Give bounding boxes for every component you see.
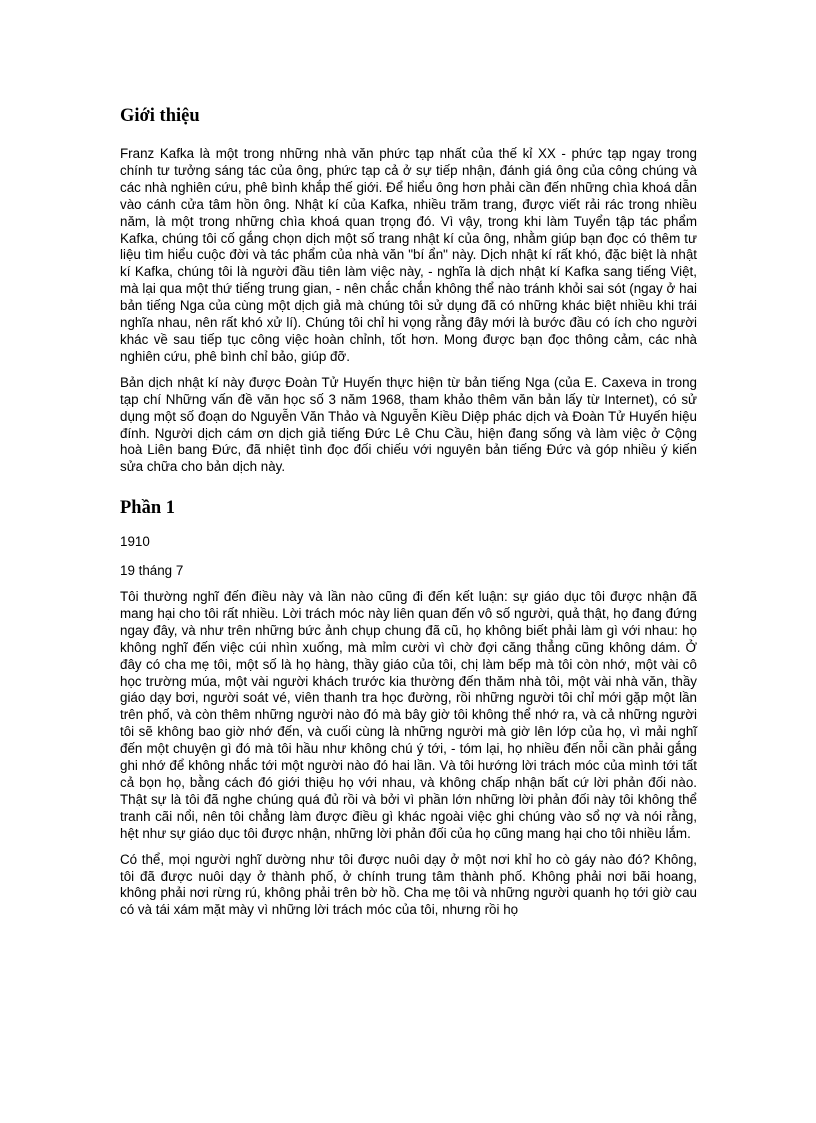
diary-paragraph-1: Tôi thường nghĩ đến điều này và lần nào cũng đi đến kết luận: sự giáo dục tôi được nhận đã mang hại cho tôi rất nhiều. Lời trách móc này liên quan đến vô số người, quả thật, họ đang đứng ngay đây, và như trên những bức ảnh chụp chung đã cũ, họ không biết phải làm gì với nhau: họ không nghĩ đến việc cúi nhìn xuống, mà mỉm cười vì chờ đợi căng thẳng cũng không dám. Ở đây có cha mẹ tôi, một số là họ hàng, thầy giáo của tôi, chị làm bếp mà tôi còn nhớ, một vài cô học trường múa, một vài người khách trước kia thường đến thăm nhà tôi, một vài nhà văn, thầy giáo dạy bơi, người soát vé, viên thanh tra học đường, rồi những người tôi chỉ mới gặp một lần trên phố, và còn thêm những người nào đó mà bây giờ tôi không thể nhớ ra, và cả những người tôi sẽ không bao giờ nhớ đến, và cuối cùng là những người mà giờ lên lớp của họ, vì mải nghĩ đến một chuyện gì đó mà tôi hầu như không chú ý tới, - tóm lại, họ nhiều đến nỗi cần phải gắng ghi nhớ để không nhắc tới một người nào đó hai lần. Và tôi hướng lời trách móc của mình tới tất cả bọn họ, bằng cách đó giới thiệu họ với nhau, và không chấp nhận bất cứ lời phản đối nào. Thật sự là tôi đã nghe chúng quá đủ rồi và bởi vì phần lớn những lời phản đối này tôi không thể tranh cãi nổi, nên tôi chẳng làm được điều gì khác ngoài việc ghi chúng vào sổ nợ và nói rằng, hệt như sự giáo dục tôi được nhận, những lời phản đối của họ cũng mang hại cho tôi nhiều lắm. [120,589,697,841]
part-1-heading: Phần 1 [120,498,176,519]
entry-date: 19 tháng 7 [120,563,184,579]
diary-paragraph-2: Có thể, mọi người nghĩ dường như tôi được nuôi dạy ở một nơi khỉ ho cò gáy nào đó? Không, tôi đã được nuôi dạy ở thành phố, ở chính trung tâm thành phố. Không phải nơi bãi hoang, không phải nơi rừng rú, không phải trên bờ hồ. Cha mẹ tôi và những người quanh họ tới giờ cau có và tái xám mặt mày vì những lời trách móc của tôi, nhưng rồi họ [120,851,697,918]
document-page [120,96,697,928]
intro-paragraph-1: Franz Kafka là một trong những nhà văn phức tạp nhất của thế kỉ XX - phức tạp ngay trong chính tư tưởng sáng tác của ông, phức tạp cả ở sự tiếp nhận, đánh giá ông của công chúng và các nhà nghiên cứu, phê bình khắp thế giới. Để hiểu ông hơn phải cần đến những chìa khoá dẫn vào cánh cửa tâm hồn ông. Nhật kí của Kafka, nhiều trăm trang, được viết rải rác trong nhiều năm, là một trong những chìa khoá quan trọng đó. Vì vậy, trong khi làm Tuyển tập tác phẩm Kafka, chúng tôi cố gắng chọn dịch một số trang nhật kí của ông, nhằm giúp bạn đọc có thêm tư liệu tìm hiểu cuộc đời và tác phẩm của nhà văn "bí ẩn" này. Dịch nhật kí rất khó, đặc biệt là nhật kí Kafka, chúng tôi là người đầu tiên làm việc này, - nghĩa là dịch nhật kí Kafka sang tiếng Việt, mà lại qua một thứ tiếng trung gian, - nên chắc chắn không thể nào tránh khỏi sai sót (ngay ở hai bản tiếng Nga của cùng một dịch giả mà chúng tôi sử dụng đã có những khác biệt nhiều khi trái nghĩa nhau, nên rất khó xử lí). Chúng tôi chỉ hi vọng rằng đây mới là bước đầu có ích cho người khác về sau tiếp tục công việc hoàn chỉnh, tốt hơn. Mong được bạn đọc thông cảm, các nhà nghiên cứu, phê bình chỉ bảo, giúp đỡ. [120,146,697,364]
entry-year: 1910 [120,534,150,550]
intro-paragraph-2: Bản dịch nhật kí này được Đoàn Tử Huyến thực hiện từ bản tiếng Nga (của E. Caxeva in trong tạp chí Những vấn đề văn học số 3 năm 1968, tham khảo thêm văn bản lấy từ Internet), có sử dụng một số đoạn do Nguyễn Văn Thảo và Nguyễn Kiều Diệp phác dịch và Đoàn Tử Huyến hiệu đính. Người dịch cám ơn dịch giả tiếng Đức Lê Chu Cầu, hiện đang sống và làm việc ở Cộng hoà Liên bang Đức, đã nhiệt tình đọc đối chiếu với nguyên bản tiếng Đức và góp nhiều ý kiến sửa chữa cho bản dịch này. [120,374,697,475]
intro-heading: Giới thiệu [120,106,200,126]
